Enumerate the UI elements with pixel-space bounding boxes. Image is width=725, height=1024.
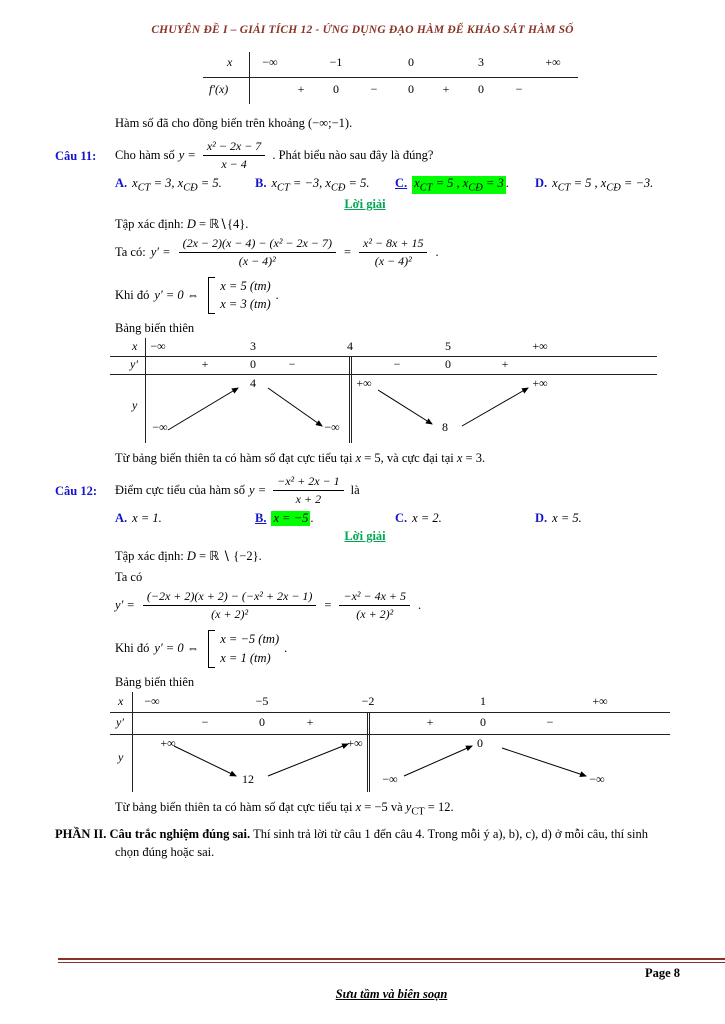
sign-value: + bbox=[501, 357, 509, 371]
option-a[interactable] bbox=[115, 176, 255, 194]
sign-value: + bbox=[306, 714, 314, 729]
x-value: −5 bbox=[255, 693, 269, 708]
x-value: 3 bbox=[478, 55, 484, 69]
sign-value: + bbox=[297, 82, 305, 96]
fraction bbox=[359, 236, 427, 269]
question-11 bbox=[55, 139, 675, 172]
condition: y′ = 0 ⇔ bbox=[154, 641, 200, 656]
question-outro: là bbox=[350, 483, 360, 497]
equation-lhs: y = bbox=[249, 483, 267, 497]
variation-table-q11 bbox=[110, 338, 657, 443]
y-limit: −∞ bbox=[152, 420, 168, 434]
monotonicity-arrows bbox=[110, 734, 670, 792]
fraction-numerator: x² − 8x + 15 bbox=[359, 236, 427, 253]
table-divider bbox=[110, 356, 657, 357]
y-max-value: 4 bbox=[250, 376, 256, 390]
sign-value: − bbox=[546, 714, 554, 729]
sign-value: + bbox=[426, 714, 434, 729]
sign-value: 0 bbox=[250, 357, 256, 371]
option-c-answer[interactable] bbox=[395, 176, 535, 194]
table-x-label: x bbox=[118, 693, 124, 708]
case-2: x = 3 (tm) bbox=[220, 297, 271, 312]
table-divider bbox=[110, 712, 670, 713]
bbt-heading: Bảng biến thiên bbox=[115, 321, 195, 335]
option-b-label: B. bbox=[255, 511, 267, 525]
khido-label: Khi đó bbox=[115, 641, 150, 656]
sign-value: − bbox=[515, 82, 523, 96]
y-limit: +∞ bbox=[160, 735, 176, 750]
solution-heading: Lời giải bbox=[344, 196, 386, 211]
variation-table-q12 bbox=[110, 692, 670, 792]
option-d-label: D. bbox=[535, 511, 548, 525]
domain-statement: Tập xác định: D = ℝ∖{4}. bbox=[115, 216, 249, 231]
taco-label: Ta có: bbox=[115, 244, 146, 259]
fraction-denominator: (x − 4)² bbox=[238, 253, 276, 268]
case-2: x = 1 (tm) bbox=[220, 650, 271, 665]
sign-value: − bbox=[201, 714, 209, 729]
period: . bbox=[435, 244, 439, 259]
x-value: 5 bbox=[445, 339, 451, 353]
credit-line: Sưu tầm và biên soạn bbox=[335, 987, 448, 1001]
footer-rule-thin bbox=[58, 962, 725, 963]
option-c-label: C. bbox=[395, 176, 408, 190]
sign-value: 0 bbox=[480, 714, 486, 729]
x-value: −∞ bbox=[262, 55, 278, 69]
fraction-denominator: x − 4 bbox=[221, 157, 247, 171]
roots-line bbox=[115, 277, 675, 315]
option-a[interactable] bbox=[115, 511, 255, 526]
khido-label: Khi đó bbox=[115, 287, 150, 302]
fraction-numerator: −x² + 2x − 1 bbox=[273, 474, 344, 491]
sign-value: + bbox=[201, 357, 209, 371]
x-value: 3 bbox=[250, 339, 256, 353]
part2-heading bbox=[55, 825, 675, 861]
cases-group bbox=[208, 630, 279, 668]
fraction-denominator: (x + 2)² bbox=[211, 607, 249, 621]
option-b-answer[interactable] bbox=[255, 511, 395, 526]
table-yprime-label: y′ bbox=[116, 714, 124, 729]
sign-value: 0 bbox=[445, 357, 451, 371]
period: . bbox=[418, 598, 422, 612]
option-c-label: C. bbox=[395, 511, 408, 525]
sign-value: 0 bbox=[259, 714, 265, 729]
table-yprime-label: y′ bbox=[130, 357, 138, 371]
option-b-text: $x_{CT} = -3$, $x_{CĐ} = 5$. bbox=[271, 176, 370, 194]
question-intro: Điểm cực tiểu của hàm số bbox=[115, 483, 245, 497]
option-a-text: $x_{CT} = 3$, $x_{CĐ} = 5$. bbox=[132, 176, 222, 194]
part2-rest: Thí sinh trả lời từ câu 1 đến câu 4. Trong mỗi ý a), b), c), d) ở mỗi câu, thí sinh chọn đúng hoặc sai. bbox=[115, 827, 649, 860]
derivative-lhs: y′ = bbox=[150, 244, 171, 259]
cases-group bbox=[208, 277, 270, 315]
x-value: +∞ bbox=[545, 55, 561, 69]
option-c-text-highlighted: $x_{CT} = 5$ , $x_{CĐ} = 3$ bbox=[414, 176, 504, 194]
fraction-denominator: (x + 2)² bbox=[356, 607, 394, 621]
question-12-text bbox=[115, 474, 675, 507]
fraction bbox=[273, 474, 344, 507]
option-c-suffix: . bbox=[505, 176, 509, 190]
fraction-numerator: −x² − 4x + 5 bbox=[339, 589, 410, 606]
sign-value: + bbox=[442, 82, 450, 96]
x-value: +∞ bbox=[532, 339, 548, 353]
table-y-label: y bbox=[118, 749, 124, 764]
fraction-denominator: x + 2 bbox=[295, 492, 322, 506]
x-value: +∞ bbox=[592, 693, 608, 708]
y-min-value: 12 bbox=[242, 771, 254, 786]
variation-table-fprime bbox=[203, 52, 578, 104]
table-x-label: x bbox=[227, 55, 233, 69]
table-x-label: x bbox=[132, 339, 138, 353]
fraction bbox=[179, 236, 336, 269]
y-limit: −∞ bbox=[324, 420, 340, 434]
page-footer bbox=[58, 958, 725, 1002]
option-d-label: D. bbox=[535, 176, 548, 190]
option-d[interactable] bbox=[535, 511, 582, 526]
y-limit: −∞ bbox=[382, 771, 398, 786]
equals-sign: = bbox=[324, 598, 332, 612]
x-value: −∞ bbox=[144, 693, 160, 708]
derivative-line bbox=[115, 236, 675, 269]
sign-value: − bbox=[288, 357, 296, 371]
table-divider bbox=[249, 52, 250, 104]
domain-statement: Tập xác định: D = ℝ ∖ {−2}. bbox=[115, 549, 262, 563]
y-max-value: 0 bbox=[477, 735, 483, 750]
left-bracket bbox=[208, 630, 215, 668]
table-y-label: y bbox=[132, 398, 138, 412]
sign-value: 0 bbox=[408, 82, 414, 96]
period: . bbox=[284, 641, 288, 656]
question-outro: . Phát biểu nào sau đây là đúng? bbox=[272, 148, 434, 162]
document-content bbox=[0, 52, 725, 861]
x-value: −2 bbox=[361, 693, 375, 708]
bbt-heading: Bảng biến thiên bbox=[115, 674, 195, 689]
y-limit: +∞ bbox=[347, 735, 363, 750]
conclusion-q11: Từ bảng biến thiên ta có hàm số đạt cực tiểu tại x = 5, và cực đại tại x = 3. bbox=[115, 451, 486, 465]
table-fprime-label: f′(x) bbox=[209, 82, 229, 96]
fraction-numerator: (2x − 2)(x − 4) − (x² − 2x − 7) bbox=[179, 236, 336, 253]
table-divider bbox=[203, 77, 578, 78]
y-limit: −∞ bbox=[589, 771, 605, 786]
y-limit: +∞ bbox=[532, 376, 548, 390]
option-b-label: B. bbox=[255, 176, 267, 190]
fraction-numerator: (−2x + 2)(x + 2) − (−x² + 2x − 1) bbox=[143, 589, 317, 606]
conclusion-q12: Từ bảng biến thiên ta có hàm số đạt cực tiểu tại x = −5 và $y_{CT} = 12$. bbox=[115, 799, 454, 817]
page-header-title: CHUYÊN ĐỀ I – GIẢI TÍCH 12 - ỨNG DỤNG ĐẠO HÀM ĐỂ KHẢO SÁT HÀM SỐ bbox=[151, 24, 574, 36]
monotonic-note: Hàm số đã cho đồng biến trên khoảng (−∞;−1). bbox=[115, 116, 353, 130]
fraction-numerator: x² − 2x − 7 bbox=[203, 139, 265, 156]
fraction bbox=[203, 139, 265, 172]
sign-value: 0 bbox=[478, 82, 484, 96]
option-b[interactable] bbox=[255, 176, 395, 194]
option-c[interactable] bbox=[395, 511, 535, 526]
x-value: −∞ bbox=[150, 339, 166, 353]
solution-heading: Lời giải bbox=[344, 529, 386, 543]
sign-value: − bbox=[393, 357, 401, 371]
question-intro: Cho hàm số bbox=[115, 148, 175, 162]
fraction bbox=[339, 589, 410, 622]
equals-sign: = bbox=[343, 244, 352, 259]
case-1: x = 5 (tm) bbox=[220, 278, 271, 293]
sign-value: − bbox=[370, 82, 378, 96]
derivative-lhs: y′ = bbox=[115, 598, 135, 612]
footer-rule-thick bbox=[58, 958, 725, 960]
left-bracket bbox=[208, 277, 215, 315]
x-value: 0 bbox=[408, 55, 414, 69]
derivative-line bbox=[115, 589, 675, 622]
question-11-text bbox=[115, 139, 675, 172]
period: . bbox=[275, 287, 279, 302]
question-12 bbox=[55, 474, 675, 507]
option-a-text: x = 1. bbox=[132, 511, 162, 525]
question-12-options bbox=[115, 511, 675, 526]
option-d-text: $x_{CT} = 5$ , $x_{CĐ} = -3$. bbox=[552, 176, 654, 194]
monotonicity-arrows bbox=[110, 374, 657, 443]
taco-label: Ta có bbox=[115, 570, 143, 584]
question-11-label: Câu 11: bbox=[55, 149, 97, 163]
y-limit: +∞ bbox=[356, 376, 372, 390]
page-number: Page 8 bbox=[644, 966, 680, 980]
question-11-options bbox=[115, 176, 675, 194]
condition: y′ = 0 ⇔ bbox=[154, 287, 200, 302]
x-value: −1 bbox=[329, 55, 343, 69]
equation-lhs: y = bbox=[178, 148, 196, 162]
fraction bbox=[143, 589, 317, 622]
sign-value: 0 bbox=[333, 82, 339, 96]
fraction-denominator: (x − 4)² bbox=[374, 253, 412, 268]
option-d-text: x = 5. bbox=[552, 511, 582, 525]
case-1: x = −5 (tm) bbox=[220, 632, 280, 646]
option-a-label: A. bbox=[115, 511, 128, 525]
x-value: 1 bbox=[480, 693, 486, 708]
option-d[interactable] bbox=[535, 176, 653, 194]
option-a-label: A. bbox=[115, 176, 128, 190]
part2-lead: PHẦN II. Câu trắc nghiệm đúng sai. bbox=[55, 827, 251, 841]
x-value: 4 bbox=[347, 339, 353, 353]
roots-line bbox=[115, 630, 675, 668]
question-12-label: Câu 12: bbox=[55, 484, 98, 498]
option-b-suffix: . bbox=[310, 511, 314, 525]
option-b-text-highlighted: x = −5 bbox=[273, 511, 309, 525]
y-min-value: 8 bbox=[442, 420, 448, 434]
option-c-text: x = 2. bbox=[412, 511, 442, 525]
